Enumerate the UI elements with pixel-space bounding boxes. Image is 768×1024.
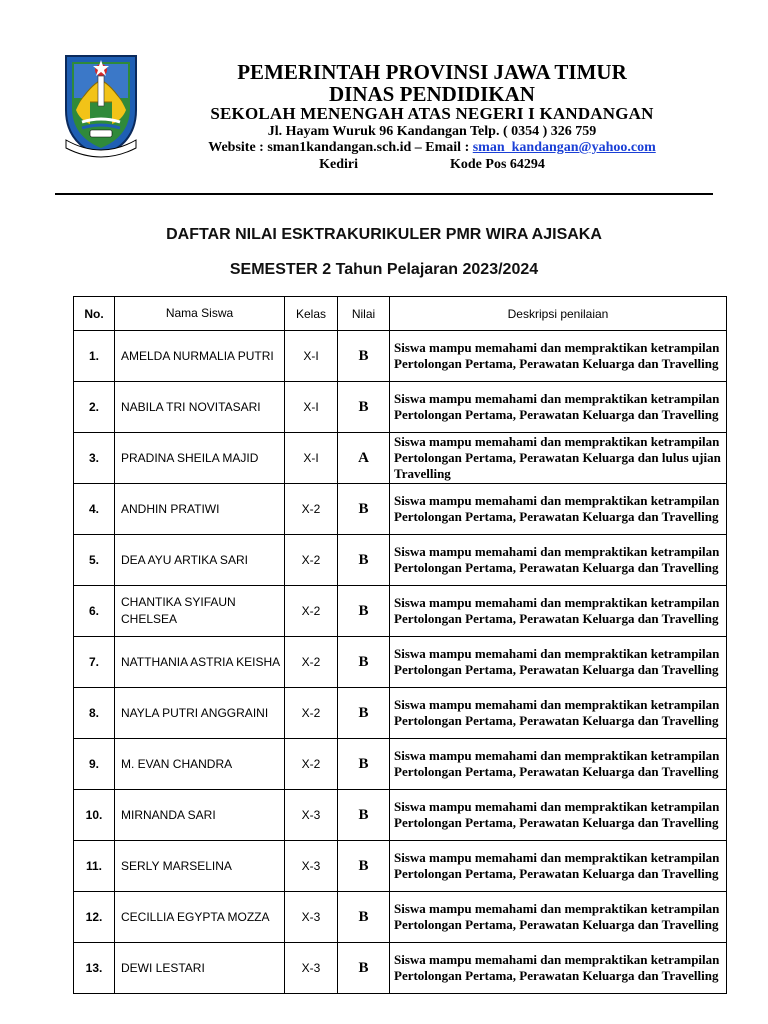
description-cell: Siswa mampu memahami dan mempraktikan ketrampilan Pertolongan Pertama, Perawatan Keluarga dan Travelling (390, 943, 727, 994)
table-row (74, 943, 727, 994)
table-row (74, 484, 727, 535)
student-name: MIRNANDA SARI (115, 790, 285, 841)
row-number: 4. (74, 484, 115, 535)
student-name: PRADINA SHEILA MAJID (115, 433, 285, 484)
class-cell: X-2 (285, 586, 338, 637)
class-cell: X-I (285, 382, 338, 433)
grade-cell: B (338, 688, 390, 739)
table-row (74, 841, 727, 892)
city-text: Kediri (319, 157, 358, 172)
table-row (74, 637, 727, 688)
email-link[interactable]: sman_kandangan@yahoo.com (472, 140, 656, 155)
row-number: 12. (74, 892, 115, 943)
header-nilai: Nilai (338, 297, 390, 331)
row-number: 9. (74, 739, 115, 790)
row-number: 13. (74, 943, 115, 994)
header-name: Nama Siswa (115, 297, 285, 331)
class-cell: X-3 (285, 841, 338, 892)
grade-cell: B (338, 841, 390, 892)
student-name: ANDHIN PRATIWI (115, 484, 285, 535)
grade-cell: B (338, 739, 390, 790)
description-cell: Siswa mampu memahami dan mempraktikan ketrampilan Pertolongan Pertama, Perawatan Keluarga dan Travelling (390, 790, 727, 841)
row-number: 7. (74, 637, 115, 688)
grade-cell: B (338, 331, 390, 382)
class-cell: X-3 (285, 943, 338, 994)
header-deskripsi: Deskripsi penilaian (390, 297, 727, 331)
student-name: CECILLIA EGYPTA MOZZA (115, 892, 285, 943)
student-name: AMELDA NURMALIA PUTRI (115, 331, 285, 382)
description-cell: Siswa mampu memahami dan mempraktikan ketrampilan Pertolongan Pertama, Perawatan Keluarga dan Travelling (390, 637, 727, 688)
description-cell: Siswa mampu memahami dan mempraktikan ketrampilan Pertolongan Pertama, Perawatan Keluarga dan Travelling (390, 586, 727, 637)
row-number: 5. (74, 535, 115, 586)
school-address: Jl. Hayam Wuruk 96 Kandangan Telp. ( 0354 ) 326 759 (267, 124, 597, 139)
table-row (74, 739, 727, 790)
student-name: NAYLA PUTRI ANGGRAINI (115, 688, 285, 739)
row-number: 2. (74, 382, 115, 433)
student-name: SERLY MARSELINA (115, 841, 285, 892)
letterhead (0, 0, 768, 200)
document-title: DAFTAR NILAI ESKTRAKURIKULER PMR WIRA AJISAKA (166, 226, 602, 243)
table-row (74, 790, 727, 841)
description-cell: Siswa mampu memahami dan mempraktikan ketrampilan Pertolongan Pertama, Perawatan Keluarga dan lulus ujian Travelling (390, 433, 727, 484)
description-cell: Siswa mampu memahami dan mempraktikan ketrampilan Pertolongan Pertama, Perawatan Keluarga dan Travelling (390, 688, 727, 739)
student-name: CHANTIKA SYIFAUN CHELSEA (115, 586, 285, 637)
student-name: DEWI LESTARI (115, 943, 285, 994)
class-cell: X-I (285, 433, 338, 484)
table-header-row (74, 297, 727, 331)
row-number: 6. (74, 586, 115, 637)
grade-cell: B (338, 892, 390, 943)
student-name: NABILA TRI NOVITASARI (115, 382, 285, 433)
table-row (74, 535, 727, 586)
grade-cell: B (338, 637, 390, 688)
grade-cell: B (338, 382, 390, 433)
student-name: NATTHANIA ASTRIA KEISHA (115, 637, 285, 688)
grade-cell: B (338, 535, 390, 586)
website-text: Website : sman1kandangan.sch.id – Email : (208, 140, 473, 155)
description-cell: Siswa mampu memahami dan mempraktikan ketrampilan Pertolongan Pertama, Perawatan Keluarga dan Travelling (390, 382, 727, 433)
row-number: 1. (74, 331, 115, 382)
student-name: DEA AYU ARTIKA SARI (115, 535, 285, 586)
grade-cell: B (338, 790, 390, 841)
table-row (74, 331, 727, 382)
class-cell: X-2 (285, 688, 338, 739)
class-cell: X-2 (285, 637, 338, 688)
class-cell: X-2 (285, 739, 338, 790)
row-number: 11. (74, 841, 115, 892)
contact-line (48, 140, 768, 156)
description-cell: Siswa mampu memahami dan mempraktikan ketrampilan Pertolongan Pertama, Perawatan Keluarga dan Travelling (390, 331, 727, 382)
grade-cell: B (338, 484, 390, 535)
class-cell: X-2 (285, 535, 338, 586)
description-cell: Siswa mampu memahami dan mempraktikan ketrampilan Pertolongan Pertama, Perawatan Keluarga dan Travelling (390, 535, 727, 586)
description-cell: Siswa mampu memahami dan mempraktikan ketrampilan Pertolongan Pertama, Perawatan Keluarga dan Travelling (390, 841, 727, 892)
class-cell: X-3 (285, 892, 338, 943)
grade-cell: B (338, 943, 390, 994)
postcode-text: Kode Pos 64294 (450, 157, 545, 172)
school-name: SEKOLAH MENENGAH ATAS NEGERI I KANDANGAN (210, 104, 654, 123)
class-cell: X-I (285, 331, 338, 382)
table-row (74, 688, 727, 739)
header-kelas: Kelas (285, 297, 338, 331)
document-subtitle: SEMESTER 2 Tahun Pelajaran 2023/2024 (229, 261, 539, 278)
grades-table (73, 296, 727, 994)
header-divider (55, 193, 713, 195)
government-name: PEMERINTAH PROVINSI JAWA TIMUR (237, 60, 627, 84)
class-cell: X-3 (285, 790, 338, 841)
city-postcode-line (48, 157, 768, 173)
grade-cell: B (338, 586, 390, 637)
row-number: 10. (74, 790, 115, 841)
description-cell: Siswa mampu memahami dan mempraktikan ketrampilan Pertolongan Pertama, Perawatan Keluarga dan Travelling (390, 484, 727, 535)
department-name: DINAS PENDIDIKAN (329, 82, 535, 106)
class-cell: X-2 (285, 484, 338, 535)
student-name: M. EVAN CHANDRA (115, 739, 285, 790)
header-no: No. (74, 297, 115, 331)
description-cell: Siswa mampu memahami dan mempraktikan ketrampilan Pertolongan Pertama, Perawatan Keluarga dan Travelling (390, 739, 727, 790)
description-cell: Siswa mampu memahami dan mempraktikan ketrampilan Pertolongan Pertama, Perawatan Keluarga dan Travelling (390, 892, 727, 943)
grade-cell: A (338, 433, 390, 484)
table-row (74, 892, 727, 943)
table-row (74, 433, 727, 484)
row-number: 8. (74, 688, 115, 739)
table-row (74, 586, 727, 637)
table-row (74, 382, 727, 433)
row-number: 3. (74, 433, 115, 484)
